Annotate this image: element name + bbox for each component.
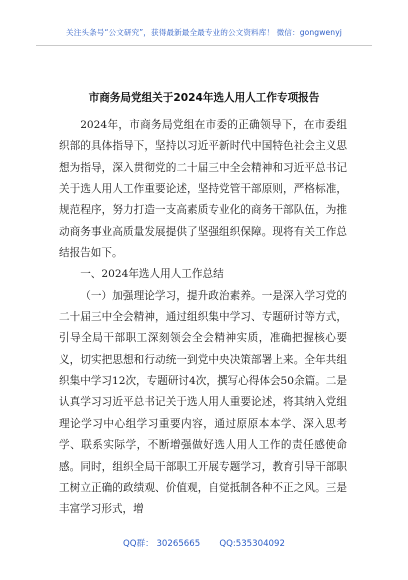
- body-paragraph: （一）加强理论学习，提升政治素养。一是深入学习党的二十届三中全会精神，通过组织集中学习、专题研讨等方式，引导全局干部职工深刻领会全会精神实质，准确把握核心要义，切实把思想和行动统一到党中央决策部署上来。全年共组织集中学习12次，专题研讨4次，撰写心得体会50余篇。二是认真学习习近平总书记关于选人用人重要论述，将其纳入党组理论学习中心组学习重要内容，通过原原本本学、深入思考学、联系实际学，不断增强做好选人用人工作的责任感使命感。同时，组织全局干部职工开展专题学习，教育引导干部职工树立正确的政绩观、价值观，自觉抵制各种不正之风。三是丰富学习形式，增: [59, 289, 347, 516]
- section-heading: 一、2024年选人用人工作总结: [80, 268, 224, 281]
- intro-paragraph: 2024年，市商务局党组在市委的正确领导下，在市委组织部的具体指导下，坚持以习近平新时代中国特色社会主义思想为指导，深入贯彻党的二十届三中全会精神和习近平总书记关于选人用人工作重要论述，坚持党管干部原则，严格标准，规范程序，努力打造一支高素质专业化的商务干部队伍，为推动商务事业高质量发展提供了坚强组织保障。现将有关工作总结报告如下。: [59, 119, 347, 260]
- header-divider: [36, 45, 372, 46]
- document-title: 市商务局党组关于2024年选人用人工作专项报告: [88, 92, 320, 104]
- header-banner: 关注头条号“公文研究”，获得最新最全最专业的公文资料库！ 微信：gongwenyj: [66, 28, 342, 37]
- document-body: [59, 115, 347, 521]
- footer-contacts: QQ群： 30265665 QQ:535304092: [123, 539, 285, 549]
